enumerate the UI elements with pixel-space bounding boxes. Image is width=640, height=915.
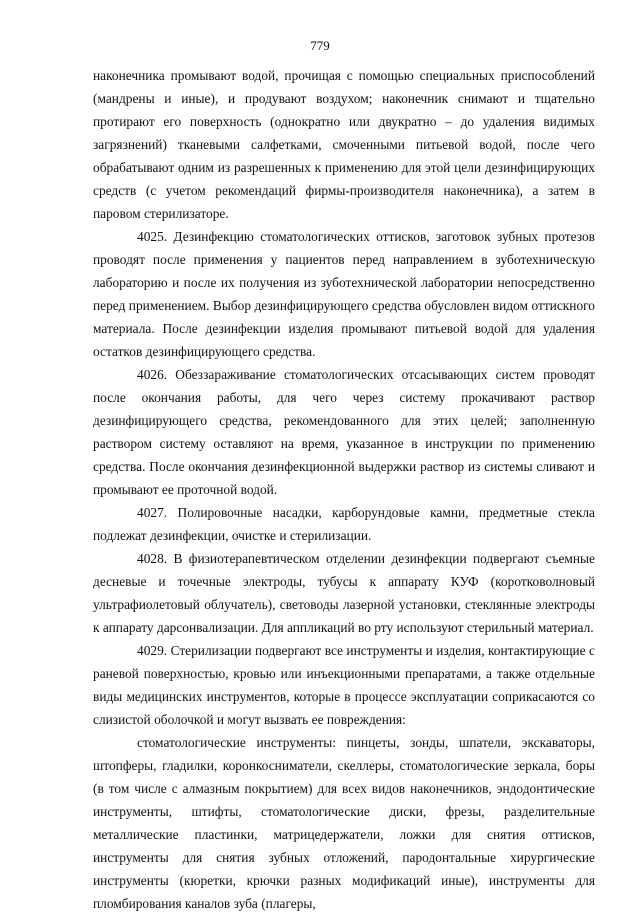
paragraph-4027: 4027. Полировочные насадки, карборундовые камни, предметные стекла подлежат дезинфекции, очистке и стерилизации. xyxy=(93,505,595,543)
page-number: 779 xyxy=(310,38,330,53)
paragraph-4025: 4025. Дезинфекцию стоматологических оттисков, заготовок зубных протезов проводят после применения у пациентов перед направлением в зуботехническую лабораторию и после их получения из зуботехнической лаборатории непосредственно перед применением. Выбор дезинфицирующего средства обусловлен видом оттискного материала. После дезинфекции изделия промывают питьевой водой для удаления остатков дезинфицирующего средства. xyxy=(93,229,595,359)
paragraph-4028: 4028. В физиотерапевтическом отделении дезинфекции подвергают съемные десневые и точечные электроды, тубусы к аппарату КУФ (коротковолновый ультрафиолетовый облучатель), световоды лазерной установки, стеклянные электроды к аппарату дарсонвализации. Для аппликаций во рту используют стерильный материал. xyxy=(93,551,595,635)
paragraph-4029: 4029. Стерилизации подвергают все инструменты и изделия, контактирующие с раневой поверхностью, кровью или инъекционными препаратами, а также отдельные виды медицинских инструментов, которые в процессе эксплуатации соприкасаются со слизистой оболочкой и могут вызвать ее повреждения: xyxy=(93,643,595,727)
paragraph-4026: 4026. Обеззараживание стоматологических отсасывающих систем проводят после окончания работы, для чего через систему прокачивают раствор дезинфицирующего средства, рекомендованного для этих целей; заполненную раствором систему оставляют на время, указанное в инструкции по применению средства. После окончания дезинфекционной выдержки раствор из системы сливают и промывают ее проточной водой. xyxy=(93,367,595,497)
paragraph-continuation: наконечника промывают водой, прочищая с помощью специальных приспособлений (мандрены и иные), и продувают воздухом; наконечник снимают и тщательно протирают его поверхность (однократно или двукратно – до удаления видимых загрязнений) тканевыми салфетками, смоченными питьевой водой, после чего обрабатывают одним из разрешенных к применению для этой цели дезинфицирующих средств (с учетом рекомендаций фирмы-производителя наконечника), а затем в паровом стерилизаторе. xyxy=(93,68,595,221)
paragraph-4029-list: стоматологические инструменты: пинцеты, зонды, шпатели, экскаваторы, штопферы, гладилки, коронкосниматели, скеллеры, стоматологические зеркала, боры (в том числе с алмазным покрытием) для всех видов наконечников, эндодонтические инструменты, штифты, стоматологические диски, фрезы, разделительные металлические пластинки, матрицедержатели, ложки для снятия оттисков, инструменты для снятия зубных отложений, пародонтальные хирургические инструменты (кюретки, крючки разных модификаций иные), инструменты для пломбирования каналов зуба (плагеры, xyxy=(93,735,595,911)
document-body xyxy=(93,64,595,915)
